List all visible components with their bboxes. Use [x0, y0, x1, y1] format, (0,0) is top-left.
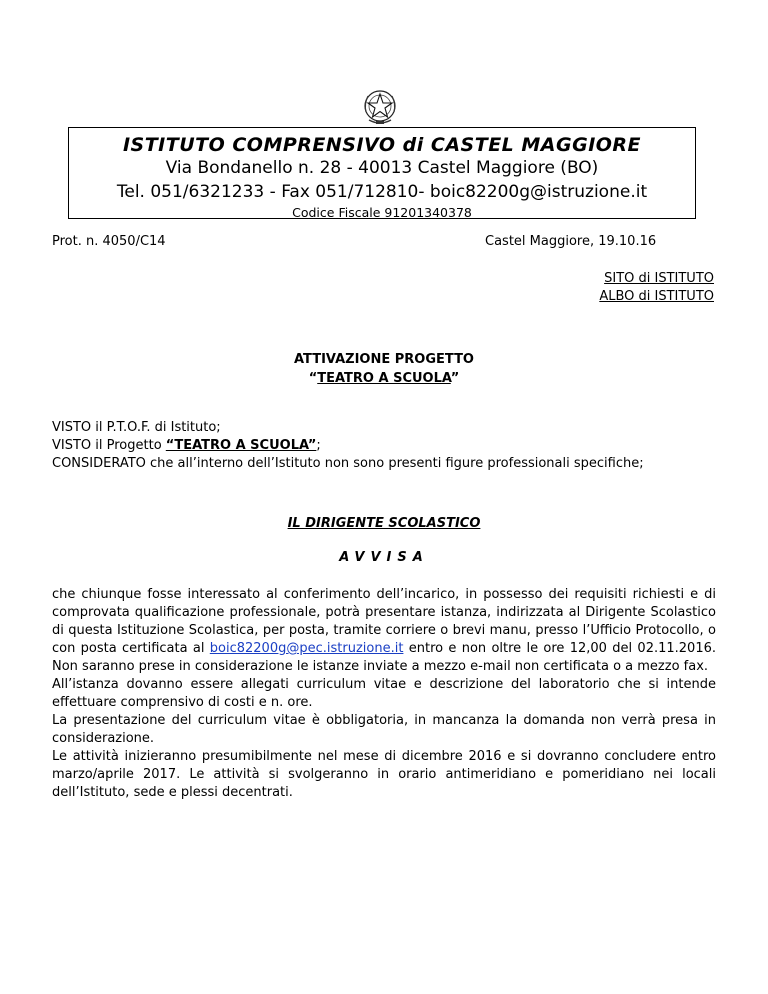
- subject-line: ATTIVAZIONE PROGETTO: [294, 352, 474, 367]
- letterhead-box: [68, 127, 696, 219]
- school-address: Via Bondanello n. 28 - 40013 Castel Maggiore (BO): [165, 158, 599, 178]
- notice-body: [52, 586, 716, 802]
- school-contacts: Tel. 051/6321233 - Fax 051/712810- boic82200g@istruzione.it: [116, 182, 648, 202]
- visto-project-suffix: ;: [316, 438, 321, 453]
- visto-ptof: VISTO il P.T.O.F. di Istituto;: [52, 420, 221, 435]
- p1-end: entro e non oltre le ore 12,00 del 02.11.2016. Non saranno prese in considerazione le istanze inviate a mezzo e-mail non certificata o a mezzo fax.: [52, 641, 716, 674]
- protocol-number: Prot. n. 4050/C14: [52, 234, 166, 249]
- subject-open-quote: “: [308, 371, 318, 386]
- visto-project-prefix: VISTO il Progetto: [52, 438, 166, 453]
- subject: [0, 350, 768, 388]
- recipients: [599, 270, 714, 306]
- premises: [52, 419, 716, 473]
- recipient-site: SITO di ISTITUTO: [604, 271, 714, 286]
- document-date: Castel Maggiore, 19.10.16: [485, 234, 657, 249]
- subject-project: TEATRO A SCUOLA: [317, 371, 451, 386]
- republic-emblem-icon: [360, 86, 400, 128]
- p1-start: che chiunque fosse interessato al conferimento dell’incarico, in possesso dei requisiti richiesti e di comprovata qualificazione professionale, potrà presentare istanza, indirizzata al Dirigente Scolastico di questa Istituzione Scolastica, per posta, tramite corriere o brevi manu, presso l’Ufficio Protocollo, o con posta certificata al: [52, 587, 716, 656]
- paragraph-application: [52, 586, 716, 676]
- paragraph-curriculum: La presentazione del curriculum vitae è obbligatoria, in mancanza la domanda non verrà presa in considerazione.: [52, 713, 716, 746]
- subject-close-quote: ”: [450, 371, 460, 386]
- avvisa-heading: AVVISA: [339, 550, 429, 565]
- paragraph-attachments: All’istanza dovanno essere allegati curriculum vitae e descrizione del laboratorio che si intende effettuare comprensivo di costi e n. ore.: [52, 677, 716, 710]
- school-name: ISTITUTO COMPRENSIVO di CASTEL MAGGIORE: [122, 134, 642, 156]
- fiscal-code: Codice Fiscale 91201340378: [292, 205, 472, 220]
- considerato: CONSIDERATO che all’interno dell’Istituto non sono presenti figure professionali specifiche;: [52, 456, 644, 471]
- pec-email-link[interactable]: boic82200g@pec.istruzione.it: [209, 641, 404, 656]
- visto-project-name: “TEATRO A SCUOLA”: [165, 438, 317, 453]
- recipient-albo: ALBO di ISTITUTO: [599, 289, 714, 304]
- dirigente-heading: IL DIRIGENTE SCOLASTICO: [287, 516, 481, 531]
- paragraph-activities: Le attività inizieranno presumibilmente nel mese di dicembre 2016 e si dovranno concludere entro marzo/aprile 2017. Le attività si svolgeranno in orario antimeridiano e pomeridiano nei locali dell’Istituto, sede e plessi decentrati.: [52, 749, 716, 800]
